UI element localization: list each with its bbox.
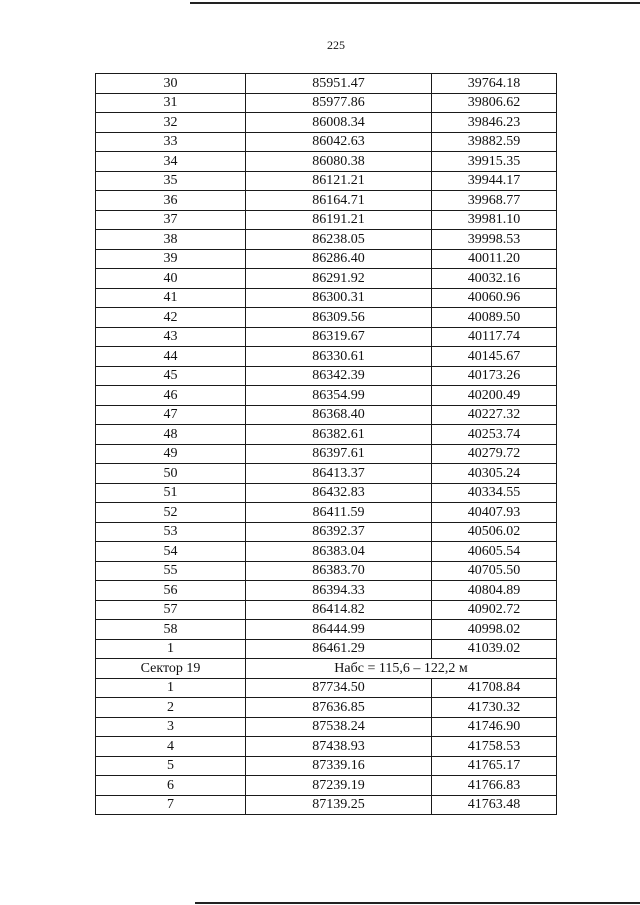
point-number-cell: 6 bbox=[96, 776, 246, 796]
y-coordinate-cell: 39764.18 bbox=[432, 74, 557, 94]
table-row bbox=[96, 347, 557, 367]
table-row bbox=[96, 503, 557, 523]
y-coordinate-cell: 41763.48 bbox=[432, 795, 557, 815]
point-number-cell: 4 bbox=[96, 737, 246, 757]
y-coordinate-cell: 40253.74 bbox=[432, 425, 557, 445]
point-number-cell: 33 bbox=[96, 132, 246, 152]
table-row bbox=[96, 308, 557, 328]
x-coordinate-cell: 86392.37 bbox=[246, 522, 432, 542]
table-row bbox=[96, 113, 557, 133]
table-row bbox=[96, 249, 557, 269]
y-coordinate-cell: 40200.49 bbox=[432, 386, 557, 406]
x-coordinate-cell: 86444.99 bbox=[246, 620, 432, 640]
point-number-cell: 5 bbox=[96, 756, 246, 776]
x-coordinate-cell: 86300.31 bbox=[246, 288, 432, 308]
point-number-cell: 44 bbox=[96, 347, 246, 367]
y-coordinate-cell: 39882.59 bbox=[432, 132, 557, 152]
y-coordinate-cell: 40804.89 bbox=[432, 581, 557, 601]
y-coordinate-cell: 41708.84 bbox=[432, 678, 557, 698]
point-number-cell: 1 bbox=[96, 678, 246, 698]
point-number-cell: 45 bbox=[96, 366, 246, 386]
y-coordinate-cell: 39915.35 bbox=[432, 152, 557, 172]
x-coordinate-cell: 86394.33 bbox=[246, 581, 432, 601]
y-coordinate-cell: 40407.93 bbox=[432, 503, 557, 523]
point-number-cell: 58 bbox=[96, 620, 246, 640]
y-coordinate-cell: 40305.24 bbox=[432, 464, 557, 484]
coordinates-table-body-part1 bbox=[96, 74, 557, 659]
table-row bbox=[96, 210, 557, 230]
y-coordinate-cell: 40902.72 bbox=[432, 600, 557, 620]
point-number-cell: 39 bbox=[96, 249, 246, 269]
sector-height-range: Набс = 115,6 – 122,2 м bbox=[246, 659, 557, 679]
table-row bbox=[96, 756, 557, 776]
point-number-cell: 56 bbox=[96, 581, 246, 601]
table-row bbox=[96, 795, 557, 815]
x-coordinate-cell: 86383.70 bbox=[246, 561, 432, 581]
table-row bbox=[96, 464, 557, 484]
point-number-cell: 42 bbox=[96, 308, 246, 328]
y-coordinate-cell: 41758.53 bbox=[432, 737, 557, 757]
point-number-cell: 36 bbox=[96, 191, 246, 211]
table-row bbox=[96, 737, 557, 757]
y-coordinate-cell: 39981.10 bbox=[432, 210, 557, 230]
y-coordinate-cell: 40145.67 bbox=[432, 347, 557, 367]
point-number-cell: 38 bbox=[96, 230, 246, 250]
table-row bbox=[96, 542, 557, 562]
x-coordinate-cell: 87139.25 bbox=[246, 795, 432, 815]
point-number-cell: 37 bbox=[96, 210, 246, 230]
table-row bbox=[96, 717, 557, 737]
y-coordinate-cell: 39944.17 bbox=[432, 171, 557, 191]
y-coordinate-cell: 40705.50 bbox=[432, 561, 557, 581]
x-coordinate-cell: 86191.21 bbox=[246, 210, 432, 230]
x-coordinate-cell: 85951.47 bbox=[246, 74, 432, 94]
y-coordinate-cell: 40032.16 bbox=[432, 269, 557, 289]
x-coordinate-cell: 85977.86 bbox=[246, 93, 432, 113]
top-scan-border bbox=[190, 2, 640, 4]
x-coordinate-cell: 87734.50 bbox=[246, 678, 432, 698]
x-coordinate-cell: 86309.56 bbox=[246, 308, 432, 328]
table-row bbox=[96, 639, 557, 659]
x-coordinate-cell: 86461.29 bbox=[246, 639, 432, 659]
table-row bbox=[96, 581, 557, 601]
bottom-scan-border bbox=[195, 902, 640, 904]
table-row bbox=[96, 132, 557, 152]
x-coordinate-cell: 87339.16 bbox=[246, 756, 432, 776]
table-row bbox=[96, 620, 557, 640]
x-coordinate-cell: 86121.21 bbox=[246, 171, 432, 191]
table-row bbox=[96, 425, 557, 445]
point-number-cell: 43 bbox=[96, 327, 246, 347]
table-row bbox=[96, 678, 557, 698]
y-coordinate-cell: 39806.62 bbox=[432, 93, 557, 113]
x-coordinate-cell: 87538.24 bbox=[246, 717, 432, 737]
point-number-cell: 40 bbox=[96, 269, 246, 289]
point-number-cell: 52 bbox=[96, 503, 246, 523]
y-coordinate-cell: 40117.74 bbox=[432, 327, 557, 347]
x-coordinate-cell: 86286.40 bbox=[246, 249, 432, 269]
sector-header bbox=[96, 659, 557, 679]
x-coordinate-cell: 86382.61 bbox=[246, 425, 432, 445]
x-coordinate-cell: 86414.82 bbox=[246, 600, 432, 620]
point-number-cell: 51 bbox=[96, 483, 246, 503]
point-number-cell: 57 bbox=[96, 600, 246, 620]
table-row bbox=[96, 191, 557, 211]
x-coordinate-cell: 86291.92 bbox=[246, 269, 432, 289]
y-coordinate-cell: 40011.20 bbox=[432, 249, 557, 269]
y-coordinate-cell: 41765.17 bbox=[432, 756, 557, 776]
y-coordinate-cell: 40060.96 bbox=[432, 288, 557, 308]
point-number-cell: 53 bbox=[96, 522, 246, 542]
x-coordinate-cell: 86368.40 bbox=[246, 405, 432, 425]
x-coordinate-cell: 86397.61 bbox=[246, 444, 432, 464]
y-coordinate-cell: 40998.02 bbox=[432, 620, 557, 640]
x-coordinate-cell: 86164.71 bbox=[246, 191, 432, 211]
y-coordinate-cell: 39998.53 bbox=[432, 230, 557, 250]
x-coordinate-cell: 87239.19 bbox=[246, 776, 432, 796]
table-row bbox=[96, 483, 557, 503]
x-coordinate-cell: 86411.59 bbox=[246, 503, 432, 523]
table-row bbox=[96, 288, 557, 308]
point-number-cell: 49 bbox=[96, 444, 246, 464]
y-coordinate-cell: 41746.90 bbox=[432, 717, 557, 737]
y-coordinate-cell: 41766.83 bbox=[432, 776, 557, 796]
y-coordinate-cell: 40506.02 bbox=[432, 522, 557, 542]
x-coordinate-cell: 86413.37 bbox=[246, 464, 432, 484]
point-number-cell: 46 bbox=[96, 386, 246, 406]
table-row bbox=[96, 74, 557, 94]
table-row bbox=[96, 366, 557, 386]
y-coordinate-cell: 41039.02 bbox=[432, 639, 557, 659]
x-coordinate-cell: 87636.85 bbox=[246, 698, 432, 718]
point-number-cell: 50 bbox=[96, 464, 246, 484]
point-number-cell: 3 bbox=[96, 717, 246, 737]
table-row bbox=[96, 152, 557, 172]
coordinates-table bbox=[95, 73, 557, 815]
point-number-cell: 34 bbox=[96, 152, 246, 172]
page-number: 225 bbox=[327, 38, 345, 52]
y-coordinate-cell: 40279.72 bbox=[432, 444, 557, 464]
table-row bbox=[96, 600, 557, 620]
x-coordinate-cell: 86238.05 bbox=[246, 230, 432, 250]
table-row bbox=[96, 444, 557, 464]
x-coordinate-cell: 86342.39 bbox=[246, 366, 432, 386]
x-coordinate-cell: 86080.38 bbox=[246, 152, 432, 172]
point-number-cell: 2 bbox=[96, 698, 246, 718]
point-number-cell: 47 bbox=[96, 405, 246, 425]
x-coordinate-cell: 86330.61 bbox=[246, 347, 432, 367]
y-coordinate-cell: 39846.23 bbox=[432, 113, 557, 133]
x-coordinate-cell: 86383.04 bbox=[246, 542, 432, 562]
point-number-cell: 1 bbox=[96, 639, 246, 659]
table-row bbox=[96, 386, 557, 406]
table-row bbox=[96, 561, 557, 581]
x-coordinate-cell: 86042.63 bbox=[246, 132, 432, 152]
point-number-cell: 7 bbox=[96, 795, 246, 815]
point-number-cell: 32 bbox=[96, 113, 246, 133]
y-coordinate-cell: 40227.32 bbox=[432, 405, 557, 425]
x-coordinate-cell: 86319.67 bbox=[246, 327, 432, 347]
sector-row bbox=[96, 659, 557, 679]
x-coordinate-cell: 86354.99 bbox=[246, 386, 432, 406]
point-number-cell: 54 bbox=[96, 542, 246, 562]
table-row bbox=[96, 776, 557, 796]
point-number-cell: 30 bbox=[96, 74, 246, 94]
point-number-cell: 31 bbox=[96, 93, 246, 113]
table-row bbox=[96, 522, 557, 542]
point-number-cell: 35 bbox=[96, 171, 246, 191]
table-row bbox=[96, 171, 557, 191]
y-coordinate-cell: 40173.26 bbox=[432, 366, 557, 386]
y-coordinate-cell: 40089.50 bbox=[432, 308, 557, 328]
y-coordinate-cell: 40605.54 bbox=[432, 542, 557, 562]
point-number-cell: 55 bbox=[96, 561, 246, 581]
table-row bbox=[96, 405, 557, 425]
table-row bbox=[96, 327, 557, 347]
y-coordinate-cell: 41730.32 bbox=[432, 698, 557, 718]
x-coordinate-cell: 86432.83 bbox=[246, 483, 432, 503]
x-coordinate-cell: 87438.93 bbox=[246, 737, 432, 757]
coordinates-table-body-part2 bbox=[96, 678, 557, 815]
sector-label: Сектор 19 bbox=[96, 659, 246, 679]
table-row bbox=[96, 93, 557, 113]
x-coordinate-cell: 86008.34 bbox=[246, 113, 432, 133]
y-coordinate-cell: 40334.55 bbox=[432, 483, 557, 503]
point-number-cell: 41 bbox=[96, 288, 246, 308]
point-number-cell: 48 bbox=[96, 425, 246, 445]
table-row bbox=[96, 698, 557, 718]
table-row bbox=[96, 269, 557, 289]
table-row bbox=[96, 230, 557, 250]
y-coordinate-cell: 39968.77 bbox=[432, 191, 557, 211]
